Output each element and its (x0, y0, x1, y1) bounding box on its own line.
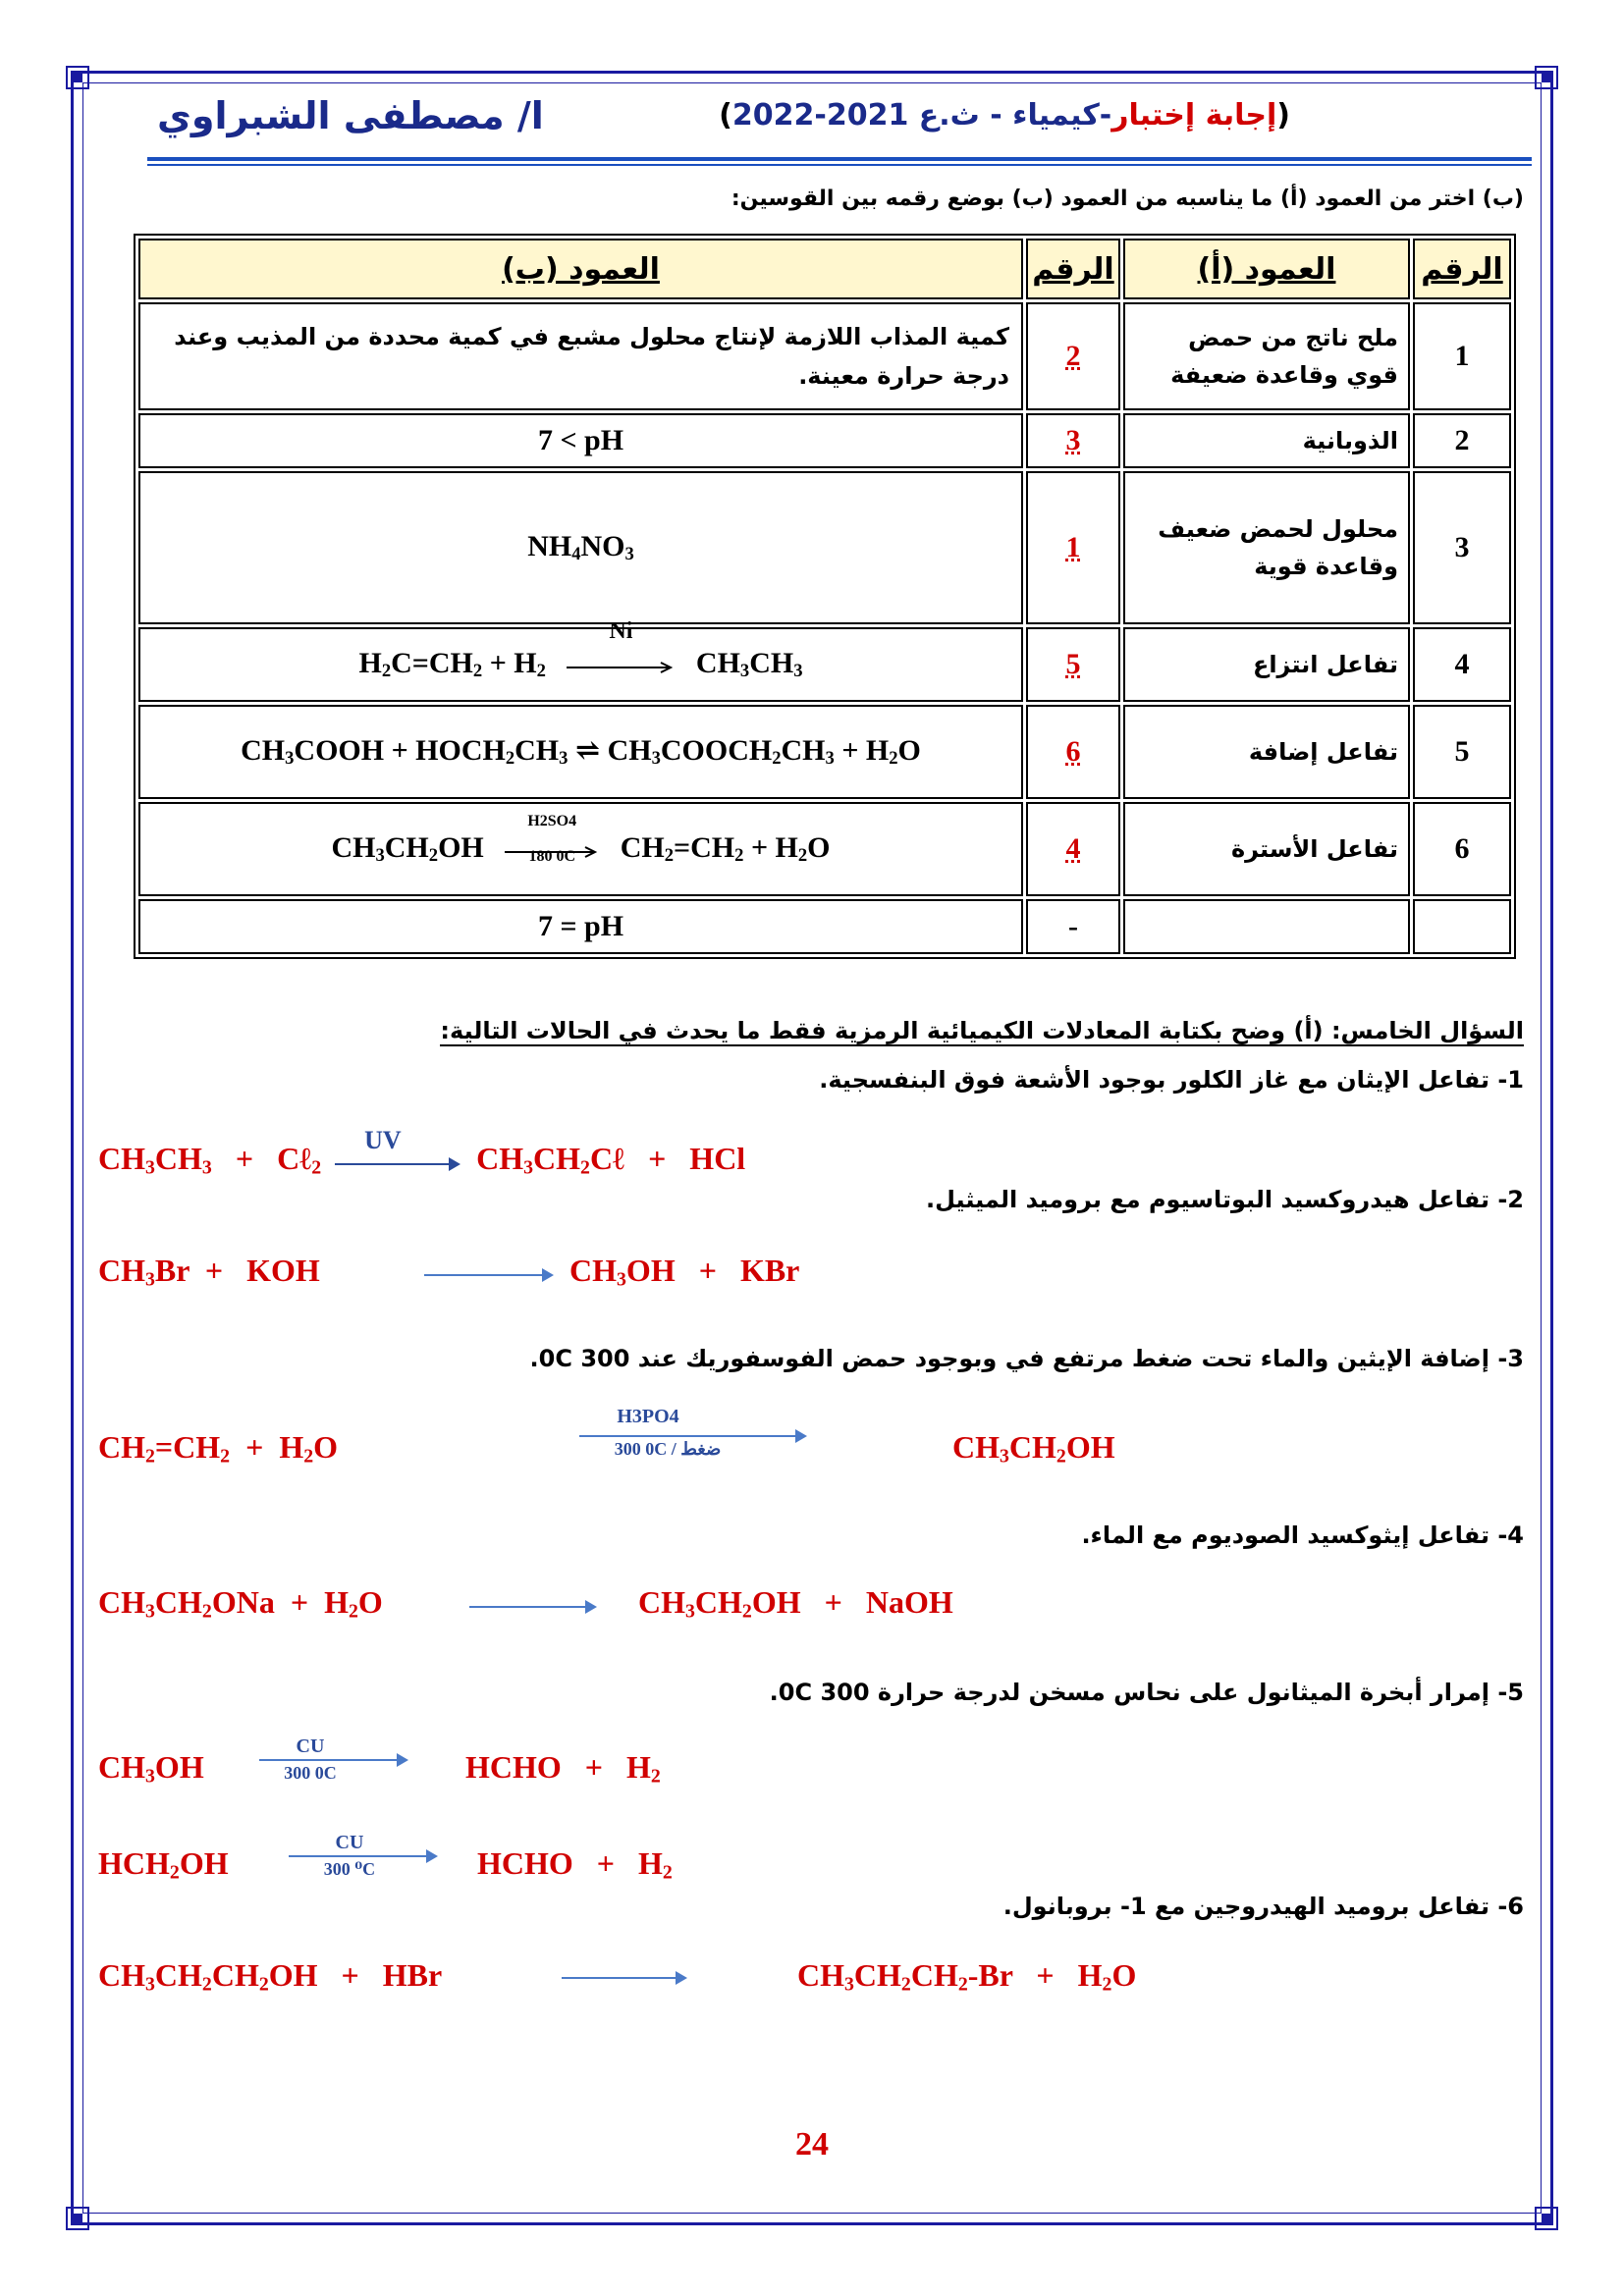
row-col-a: تفاعل انتزاع (1123, 627, 1410, 702)
right-arrow-icon (562, 1977, 685, 1979)
row-col-a (1123, 899, 1410, 954)
row-num: 4 (1413, 627, 1511, 702)
q5-equation-3-product: $CH_3CH_2OH$ (952, 1429, 1115, 1468)
q5-item-1: 1- تفاعل الإيثان مع غاز الكلور بوجود الأشعة فوق البنفسجية. (819, 1066, 1524, 1094)
q5-equation-5a: $CH_3OH$ (98, 1749, 204, 1788)
corner-ornament-icon (1534, 2206, 1559, 2231)
row-col-b: 7 = pH (138, 899, 1023, 954)
row-num: 5 (1413, 705, 1511, 799)
q5-equation-5b-products: HCHO + $H_2$ (477, 1845, 673, 1884)
header-rule (147, 157, 1532, 161)
table-row (138, 413, 1511, 468)
row-num: 6 (1413, 802, 1511, 896)
title-red: إجابة إختبار (1111, 98, 1277, 133)
q5-equation-3: $CH_2=CH_2 + H_2O$ (98, 1429, 339, 1468)
row-col-a: تفاعل الأسترة (1123, 802, 1410, 896)
q5-item-6: 6- تفاعل بروميد الهيدروجين مع 1- بروبانول. (1002, 1893, 1524, 1920)
q5-equation-6-products: $CH_3CH_2CH_2-Br + H_2O$ (797, 1957, 1137, 1996)
q5-equation-4-products: $CH_3CH_2OH$ + NaOH (638, 1584, 953, 1623)
row-col-a: ملح ناتج من حمض قوي وقاعدة ضعيفة (1123, 302, 1410, 410)
right-arrow-icon (449, 1157, 460, 1171)
row-col-a: محلول لحمض ضعيف وقاعدة قوية (1123, 471, 1410, 624)
q5-equation-2-products: $CH_3OH$ + KBr (569, 1253, 800, 1291)
right-arrow-icon (567, 661, 675, 674)
row-num: 3 (1413, 471, 1511, 624)
matching-table (134, 234, 1516, 959)
right-arrow-icon (289, 1855, 436, 1857)
row-col-b (138, 705, 1023, 799)
row-num: 1 (1413, 302, 1511, 410)
row-col-a: الذوبانية (1123, 413, 1410, 468)
right-arrow-icon (579, 1435, 805, 1437)
arrow-line (335, 1163, 453, 1165)
table-row (138, 627, 1511, 702)
row-num (1413, 899, 1511, 954)
table-row (138, 302, 1511, 410)
row-answer: 5 (1026, 627, 1120, 702)
table-row (138, 705, 1511, 799)
author-name: ا/ مصطفى الشبراوي (157, 94, 544, 137)
q5-equation-6: $CH_3CH_2CH_2OH$ + HBr (98, 1957, 443, 1996)
table-row (138, 802, 1511, 896)
q5-equation-5b: $HCH_2OH$ (98, 1845, 229, 1884)
question5-title: السؤال الخامس: (أ) وضح بكتابة المعادلات الكيميائية الرمزية فقط ما يحدث في الحالات التالية: (440, 1017, 1524, 1044)
corner-ornament-icon (1534, 65, 1559, 90)
condition-bottom: 300 0C / ضغط (614, 1439, 722, 1459)
row-col-a: تفاعل إضافة (1123, 705, 1410, 799)
q5-equation-5a-products: HCHO + $H_2$ (465, 1749, 661, 1788)
q5-equation-2: $CH_3Br$ + KOH (98, 1253, 320, 1291)
row-answer: 1 (1026, 471, 1120, 624)
condition-top: CU (335, 1832, 364, 1853)
row-answer: 6 (1026, 705, 1120, 799)
formula-nh4no3: $NH_4NO_3$ (527, 529, 634, 565)
row-answer: 2 (1026, 302, 1120, 410)
arrow-ni: Ni (567, 649, 675, 682)
header-num: الرقم (1413, 239, 1511, 299)
q5-item-5: 5- إمرار أبخرة الميثانول على نحاس مسخن لدرجة حرارة 300 0C. (769, 1679, 1524, 1706)
header-col-a: العمود (أ) (1123, 239, 1410, 299)
row-answer: 4 (1026, 802, 1120, 896)
table-header-row (138, 239, 1511, 299)
condition-top: H3PO4 (617, 1406, 679, 1427)
row-col-b: كمية المذاب اللازمة لإنتاج محلول مشبع في كمية محددة من المذيب وعند درجة حرارة معينة. (138, 302, 1023, 410)
condition-top: CU (296, 1735, 325, 1757)
right-arrow-icon (469, 1606, 595, 1608)
q5-item-4: 4- تفاعل إيثوكسيد الصوديوم مع الماء. (1081, 1522, 1524, 1549)
section-b-instruction: (ب) اختر من العمود (أ) ما يناسبه من العمود (ب) بوضع رقمه بين القوسين: (731, 187, 1524, 211)
q5-equation-1: $CH_3CH_3$ + Cℓ$_2$ UV $CH_3CH_2C\ell$ + HCl (98, 1126, 746, 1179)
q5-item-2: 2- تفاعل هيدروكسيد البوتاسيوم مع بروميد الميثيل. (925, 1186, 1524, 1213)
q5-equation-4: $CH_3CH_2ONa + H_2O$ (98, 1584, 383, 1623)
condition-bottom: 300 ⁰C (323, 1859, 376, 1879)
row-col-b (138, 802, 1023, 896)
arrow-h2so4: H2SO4 180 0C (505, 833, 599, 867)
header-rule (147, 164, 1532, 166)
table-row (138, 471, 1511, 624)
q5-item-3: 3- إضافة الإيثين والماء تحت ضغط مرتفع في وبوجود حمض الفوسفوريك عند 300 0C. (529, 1345, 1524, 1372)
table-row (138, 899, 1511, 954)
header-col-b: العمود (ب) (138, 239, 1023, 299)
row-answer: 3 (1026, 413, 1120, 468)
right-arrow-icon (424, 1274, 552, 1276)
corner-ornament-icon (65, 65, 90, 90)
row-col-b (138, 618, 1023, 702)
corner-ornament-icon (65, 2206, 90, 2231)
page-title: (إجابة إختبار-كيمياء - ث.ع 2021-2022) (719, 98, 1290, 133)
equation-hydrogenation: $H_2C=CH_2 + H_2$ Ni $CH_3CH_3$ (358, 618, 803, 682)
header-answer-num: الرقم (1026, 239, 1120, 299)
row-col-b: 7 < pH (138, 413, 1023, 468)
row-num: 2 (1413, 413, 1511, 468)
row-col-b (138, 471, 1023, 624)
equation-esterification: $CH_3COOH$ + $HOCH_2CH_3$ ⇌ $CH_3COOCH_2CH_3 + H_2O$ (241, 734, 921, 770)
page-number: 24 (795, 2126, 829, 2163)
equation-dehydration: $CH_3CH_2OH$ H2SO4 180 0C $CH_2=CH_2 + H_2O$ (331, 813, 831, 867)
right-arrow-icon (259, 1759, 406, 1761)
condition-bottom: 300 0C (284, 1763, 337, 1783)
row-answer: - (1026, 899, 1120, 954)
title-blue: -كيمياء - ث.ع 2021-2022 (731, 98, 1112, 133)
